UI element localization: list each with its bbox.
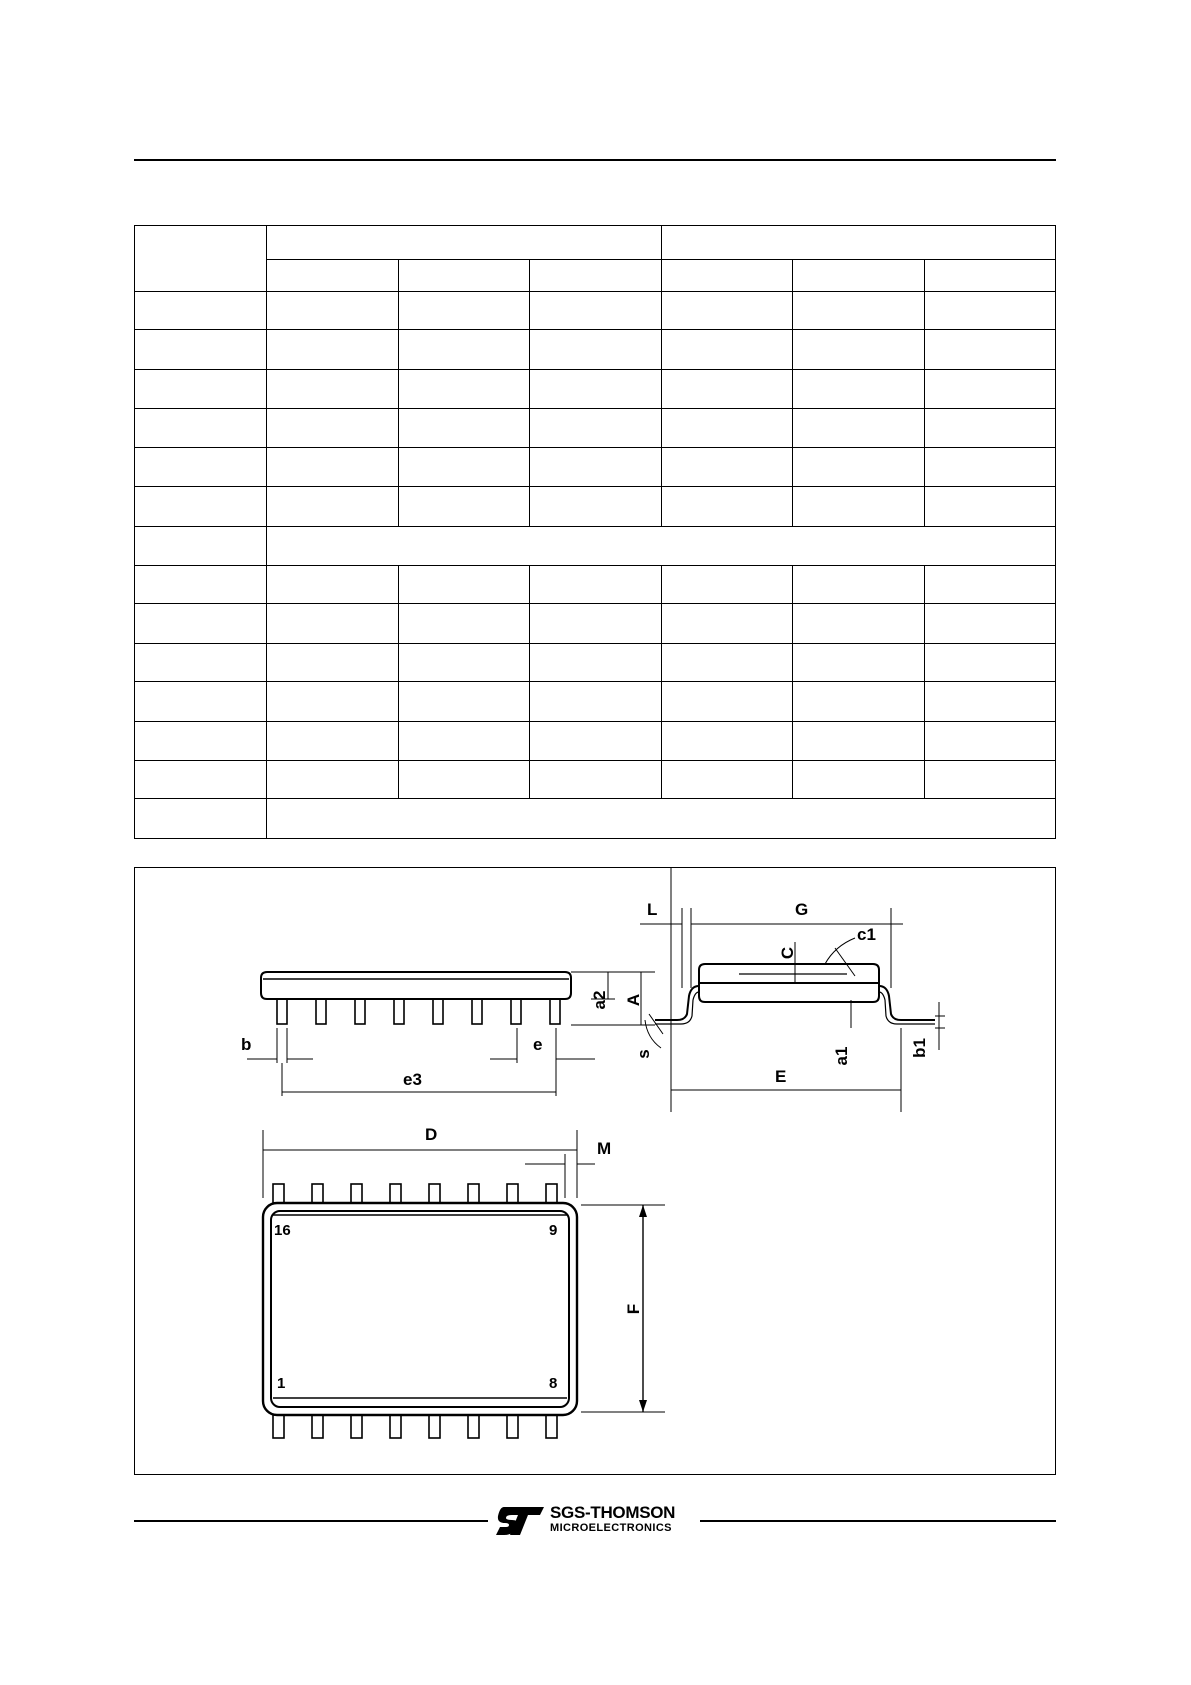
table-cell xyxy=(267,292,399,330)
table-cell xyxy=(267,761,399,799)
dim-label-C: C xyxy=(778,946,797,960)
table-cell xyxy=(398,682,530,721)
table-cell xyxy=(924,643,1056,681)
side-view xyxy=(241,972,655,1096)
table-cell xyxy=(661,226,1056,260)
table-cell xyxy=(398,409,530,447)
footer-brand: SGS-THOMSON xyxy=(550,1503,676,1522)
table-cell xyxy=(135,330,267,369)
pin-label-8: 8 xyxy=(549,1375,558,1392)
dim-label-G: G xyxy=(795,900,809,919)
table-cell xyxy=(793,761,925,799)
table-cell xyxy=(661,761,793,799)
dim-label-e: e xyxy=(533,1035,543,1054)
table-cell xyxy=(398,292,530,330)
table-cell xyxy=(398,330,530,369)
table-row xyxy=(135,566,1056,604)
table-cell xyxy=(793,604,925,643)
table-cell xyxy=(267,330,399,369)
dim-label-L: L xyxy=(647,900,658,919)
footer-subtitle: MICROELECTRONICS xyxy=(550,1522,672,1534)
table-cell xyxy=(530,292,662,330)
dim-label-a1: a1 xyxy=(832,1046,851,1066)
dim-label-F: F xyxy=(624,1303,643,1315)
table-cell xyxy=(530,260,662,292)
top-view-leads-lower xyxy=(273,1415,557,1438)
table-cell xyxy=(530,330,662,369)
table-cell xyxy=(135,369,267,408)
table-row xyxy=(135,604,1056,643)
package-drawing-frame xyxy=(134,867,1056,1475)
table-cell xyxy=(398,447,530,486)
footer-logo xyxy=(494,1503,694,1539)
table-cell xyxy=(267,447,399,486)
table-row xyxy=(135,643,1056,681)
table-cell xyxy=(924,761,1056,799)
dim-label-E: E xyxy=(775,1067,787,1086)
table-cell xyxy=(135,487,267,526)
table-cell xyxy=(661,292,793,330)
table-cell xyxy=(267,799,1056,839)
table-cell xyxy=(267,369,399,408)
table-cell xyxy=(267,643,399,681)
dim-label-e3: e3 xyxy=(403,1070,422,1089)
table-cell xyxy=(924,409,1056,447)
table-cell xyxy=(924,260,1056,292)
table-cell xyxy=(793,409,925,447)
table-cell xyxy=(793,643,925,681)
footer-rule-left xyxy=(134,1520,488,1522)
table-cell xyxy=(793,447,925,486)
table-header-row xyxy=(135,226,1056,260)
table-cell xyxy=(530,643,662,681)
footer-rule-right xyxy=(700,1520,1056,1522)
dim-label-b: b xyxy=(241,1035,252,1054)
table-cell xyxy=(661,487,793,526)
table-cell xyxy=(924,369,1056,408)
table-cell xyxy=(135,604,267,643)
table-cell xyxy=(398,643,530,681)
table-header-row xyxy=(135,260,1056,292)
table-cell xyxy=(530,409,662,447)
table-cell xyxy=(135,721,267,760)
package-outline-drawing xyxy=(135,868,1055,1474)
table-row xyxy=(135,409,1056,447)
table-cell xyxy=(267,487,399,526)
table-cell xyxy=(135,526,267,565)
dim-label-a2: a2 xyxy=(590,990,609,1010)
table-cell xyxy=(530,447,662,486)
table-cell xyxy=(398,566,530,604)
dim-label-D: D xyxy=(425,1125,438,1144)
table-cell xyxy=(530,721,662,760)
table-row xyxy=(135,761,1056,799)
table-cell xyxy=(661,721,793,760)
table-row xyxy=(135,330,1056,369)
table-cell xyxy=(661,447,793,486)
table-cell xyxy=(267,566,399,604)
pin-label-16: 16 xyxy=(274,1222,291,1239)
table-cell xyxy=(135,643,267,681)
table-cell xyxy=(793,292,925,330)
dim-label-c1: c1 xyxy=(857,925,876,944)
table-cell xyxy=(924,682,1056,721)
table-row xyxy=(135,721,1056,760)
pin-label-1: 1 xyxy=(277,1375,286,1392)
table-cell xyxy=(661,643,793,681)
table-cell xyxy=(135,292,267,330)
table-cell xyxy=(793,682,925,721)
table-cell xyxy=(924,487,1056,526)
table-cell xyxy=(398,260,530,292)
table-cell xyxy=(135,566,267,604)
table-cell xyxy=(135,447,267,486)
table-cell xyxy=(793,487,925,526)
top-rule xyxy=(134,159,1056,161)
table-cell xyxy=(793,721,925,760)
table-cell xyxy=(135,682,267,721)
table-cell xyxy=(793,369,925,408)
table-cell xyxy=(661,682,793,721)
table-row-merged xyxy=(135,799,1056,839)
table-cell xyxy=(398,369,530,408)
table-cell xyxy=(135,226,267,292)
table-cell xyxy=(924,566,1056,604)
table-cell xyxy=(267,260,399,292)
table-cell xyxy=(793,260,925,292)
pin-label-9: 9 xyxy=(549,1222,558,1239)
table-cell xyxy=(267,526,1056,565)
table-cell xyxy=(267,604,399,643)
table-cell xyxy=(267,721,399,760)
top-view-leads-upper xyxy=(273,1184,557,1203)
dim-label-b1: b1 xyxy=(910,1038,929,1058)
table-cell xyxy=(398,604,530,643)
dimensions-table xyxy=(134,225,1056,839)
table-row xyxy=(135,292,1056,330)
table-cell xyxy=(924,721,1056,760)
table-cell xyxy=(661,409,793,447)
table-row xyxy=(135,447,1056,486)
table-cell xyxy=(661,604,793,643)
st-logo-icon xyxy=(494,1505,546,1537)
table-cell xyxy=(530,487,662,526)
table-cell xyxy=(924,292,1056,330)
table-cell xyxy=(924,604,1056,643)
table-cell xyxy=(267,682,399,721)
end-view xyxy=(634,868,945,1112)
table-cell xyxy=(924,330,1056,369)
table-cell xyxy=(135,409,267,447)
table-cell xyxy=(661,260,793,292)
table-cell xyxy=(398,761,530,799)
table-cell xyxy=(661,330,793,369)
table-cell xyxy=(924,447,1056,486)
table-row xyxy=(135,369,1056,408)
table-cell xyxy=(530,604,662,643)
side-view-leads xyxy=(277,999,560,1024)
table-cell xyxy=(530,761,662,799)
table-cell xyxy=(661,369,793,408)
dim-label-M: M xyxy=(597,1139,612,1158)
table-cell xyxy=(661,566,793,604)
table-cell xyxy=(530,682,662,721)
table-cell xyxy=(398,487,530,526)
table-cell xyxy=(793,330,925,369)
table-cell xyxy=(135,799,267,839)
table-cell xyxy=(793,566,925,604)
table-row xyxy=(135,682,1056,721)
table-cell xyxy=(398,721,530,760)
table-cell xyxy=(530,369,662,408)
top-view xyxy=(263,1125,665,1438)
table-cell xyxy=(267,226,662,260)
table-row-merged xyxy=(135,526,1056,565)
table-cell xyxy=(135,761,267,799)
table-cell xyxy=(530,566,662,604)
dim-label-A: A xyxy=(624,993,643,1007)
dim-label-s: s xyxy=(634,1049,653,1059)
table-row xyxy=(135,487,1056,526)
table-cell xyxy=(267,409,399,447)
